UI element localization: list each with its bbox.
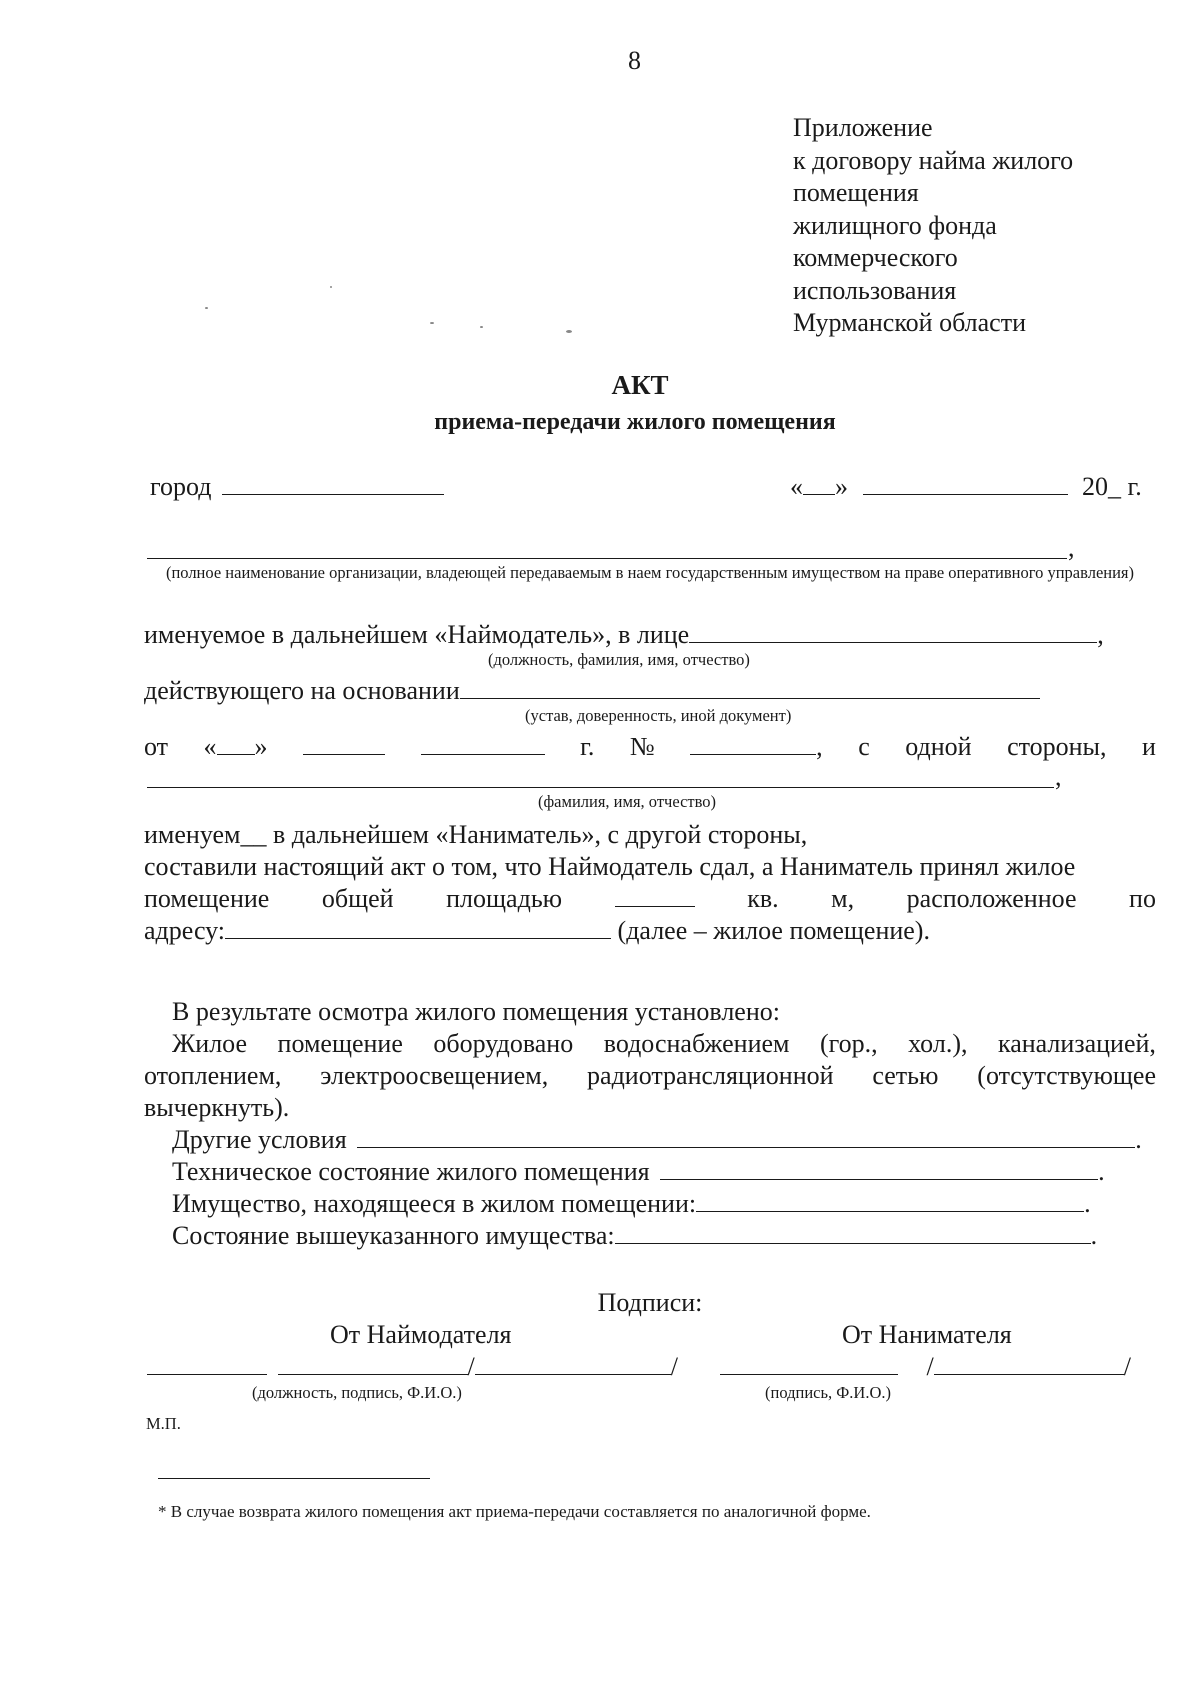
- footnote-separator: [158, 1478, 430, 1479]
- basis-line: [144, 676, 1040, 706]
- equipment-word: отоплением,: [144, 1061, 282, 1090]
- appendix-line: использования: [793, 275, 957, 305]
- tenant-line-b: составили настоящий акт о том, что Наймодатель сдал, а Наниматель принял жилое: [144, 852, 1076, 881]
- from-number-group: [690, 732, 823, 762]
- from-storony: стороны,: [1007, 732, 1107, 761]
- from-line: [144, 732, 1156, 762]
- landlord-name-field[interactable]: [475, 1352, 671, 1375]
- basis-line-text: действующего на основании: [144, 676, 460, 705]
- page-number: 8: [628, 46, 641, 75]
- landlord-representative-field[interactable]: [689, 620, 1097, 643]
- equipment-word: помещение: [277, 1029, 403, 1058]
- property-inside-field[interactable]: [696, 1189, 1084, 1212]
- date-open-quote: «: [790, 472, 803, 501]
- technical-state-label: Техническое состояние жилого помещения: [172, 1157, 650, 1186]
- technical-state-line: [172, 1157, 1105, 1187]
- inspection-intro: В результате осмотра жилого помещения установлено:: [172, 997, 780, 1026]
- scan-speck: [330, 286, 332, 288]
- landlord-line: [144, 620, 1104, 650]
- equipment-word: радиотрансляционной: [587, 1061, 834, 1090]
- technical-state-period: .: [1098, 1157, 1105, 1186]
- landlord-position-field[interactable]: [147, 1352, 267, 1375]
- city-line: [150, 472, 444, 502]
- landlord-signature-line: [147, 1352, 678, 1382]
- from-landlord-label: От Наймодателя: [330, 1320, 512, 1349]
- property-inside-line: [172, 1189, 1091, 1219]
- appendix-line: жилищного фонда: [793, 210, 997, 240]
- footnote: * В случае возврата жилого помещения акт приема-передачи составляется по аналогичной форме.: [158, 1502, 871, 1521]
- equipment-word: сетью: [872, 1061, 939, 1090]
- scan-speck: [566, 330, 572, 333]
- appendix-line: Приложение: [793, 113, 933, 142]
- organization-field[interactable]: [147, 558, 1067, 559]
- basis-document-field[interactable]: [460, 676, 1040, 699]
- landlord-signature-field[interactable]: [278, 1352, 468, 1375]
- equipment-word: (гор.,: [820, 1029, 878, 1058]
- landlord-slash-2: /: [670, 1352, 678, 1381]
- tenant-slash-1: /: [926, 1352, 934, 1381]
- other-conditions-field[interactable]: [357, 1125, 1135, 1148]
- tenant-signature-field[interactable]: [720, 1352, 898, 1375]
- tenant-fio-comma: ,: [1055, 762, 1062, 791]
- address-suffix: (далее – жилое помещение).: [617, 916, 930, 945]
- landlord-signature-hint: (должность, подпись, Ф.И.О.): [252, 1383, 462, 1402]
- equipment-word: канализацией,: [997, 1029, 1156, 1058]
- technical-state-field[interactable]: [660, 1157, 1098, 1180]
- property-state-field[interactable]: [615, 1221, 1091, 1244]
- area-word: общей: [321, 884, 394, 913]
- from-i: и: [1142, 732, 1156, 761]
- area-line: [144, 884, 1156, 914]
- landlord-line-text: именуемое в дальнейшем «Наймодатель», в лице: [144, 620, 690, 649]
- position-hint: (должность, фамилия, имя, отчество): [488, 650, 750, 669]
- equipment-word: электроосвещением,: [320, 1061, 549, 1090]
- area-word: площадью: [446, 884, 563, 913]
- from-number-comma: ,: [816, 732, 823, 761]
- year-label: 20_ г.: [1082, 472, 1142, 501]
- equipment-word: Жилое: [172, 1029, 248, 1058]
- date-month-field[interactable]: [863, 472, 1068, 495]
- area-word: м,: [831, 884, 855, 913]
- area-word: кв.: [747, 884, 779, 913]
- fio-hint: (фамилия, имя, отчество): [538, 792, 717, 811]
- equipment-line-1: [172, 1029, 1156, 1059]
- appendix-line: помещения: [793, 178, 919, 207]
- other-conditions-line: [172, 1125, 1142, 1155]
- area-word: помещение: [144, 884, 270, 913]
- tenant-name-field[interactable]: [934, 1352, 1124, 1375]
- equipment-line-2: [144, 1061, 1156, 1091]
- appendix-line: к договору найма жилого: [793, 145, 1074, 175]
- property-state-label: Состояние вышеуказанного имущества:: [172, 1221, 615, 1250]
- property-state-period: .: [1090, 1221, 1098, 1250]
- from-open-quote: «: [203, 732, 217, 761]
- appendix-line: Мурманской области: [793, 308, 1026, 337]
- tenant-line-a: именуем__ в дальнейшем «Наниматель», с другой стороны,: [144, 820, 808, 849]
- from-number-sign: №: [629, 732, 655, 761]
- area-field[interactable]: [615, 884, 695, 907]
- other-conditions-label: Другие условия: [172, 1125, 347, 1154]
- basis-hint: (устав, доверенность, иной документ): [525, 706, 792, 725]
- document-subtitle: приема-передачи жилого помещения: [434, 409, 836, 435]
- from-number-field[interactable]: [690, 732, 816, 755]
- address-field[interactable]: [225, 916, 611, 939]
- scan-speck: [480, 326, 483, 328]
- landlord-slash-1: /: [467, 1352, 475, 1381]
- landlord-line-comma: ,: [1097, 620, 1104, 649]
- address-label: адресу:: [144, 916, 226, 945]
- from-close-quote: »: [254, 732, 268, 761]
- stamp-label: М.П.: [146, 1414, 181, 1433]
- property-inside-label: Имущество, находящееся в жилом помещении:: [172, 1189, 697, 1218]
- organization-comma: ,: [1068, 533, 1075, 562]
- from-day-field[interactable]: [217, 732, 255, 755]
- tenant-slash-2: /: [1123, 1352, 1131, 1381]
- appendix-block: [793, 112, 1073, 340]
- from-month-field[interactable]: [303, 732, 385, 755]
- property-inside-period: .: [1084, 1189, 1091, 1218]
- from-ot: от: [144, 732, 169, 761]
- tenant-fio-field[interactable]: [147, 787, 1054, 788]
- equipment-line-3: вычеркнуть).: [144, 1093, 290, 1122]
- scan-speck: [430, 322, 434, 324]
- city-field[interactable]: [222, 472, 444, 495]
- equipment-word: водоснабжением: [603, 1029, 790, 1058]
- date-close-quote: »: [835, 472, 848, 501]
- equipment-word: оборудовано: [433, 1029, 574, 1058]
- tenant-signature-line: [720, 1352, 1131, 1382]
- address-line: [144, 916, 930, 946]
- area-word: расположенное: [906, 884, 1077, 913]
- from-tenant-label: От Нанимателя: [842, 1320, 1012, 1349]
- equipment-word: (отсутствующее: [977, 1061, 1156, 1090]
- tenant-signature-hint: (подпись, Ф.И.О.): [765, 1383, 891, 1402]
- date-line: [790, 472, 1142, 502]
- from-odnoy: одной: [905, 732, 972, 761]
- other-conditions-period: .: [1135, 1125, 1142, 1154]
- from-year-field[interactable]: [421, 732, 545, 755]
- signatures-title: Подписи:: [597, 1288, 703, 1317]
- document-title: АКТ: [611, 370, 669, 400]
- city-label: город: [150, 472, 212, 501]
- date-day-field[interactable]: [803, 472, 835, 495]
- scan-speck: [205, 307, 208, 309]
- property-state-line: [172, 1221, 1097, 1251]
- from-date-quote: [204, 732, 268, 762]
- organization-hint: (полное наименование организации, владеющей передаваемым в наем государственным имуществом на праве оперативного управления): [165, 563, 1135, 582]
- from-s: с: [858, 732, 870, 761]
- from-g: г.: [580, 732, 595, 761]
- appendix-line: коммерческого: [793, 243, 958, 272]
- equipment-word: хол.),: [908, 1029, 968, 1058]
- area-word: по: [1129, 884, 1156, 913]
